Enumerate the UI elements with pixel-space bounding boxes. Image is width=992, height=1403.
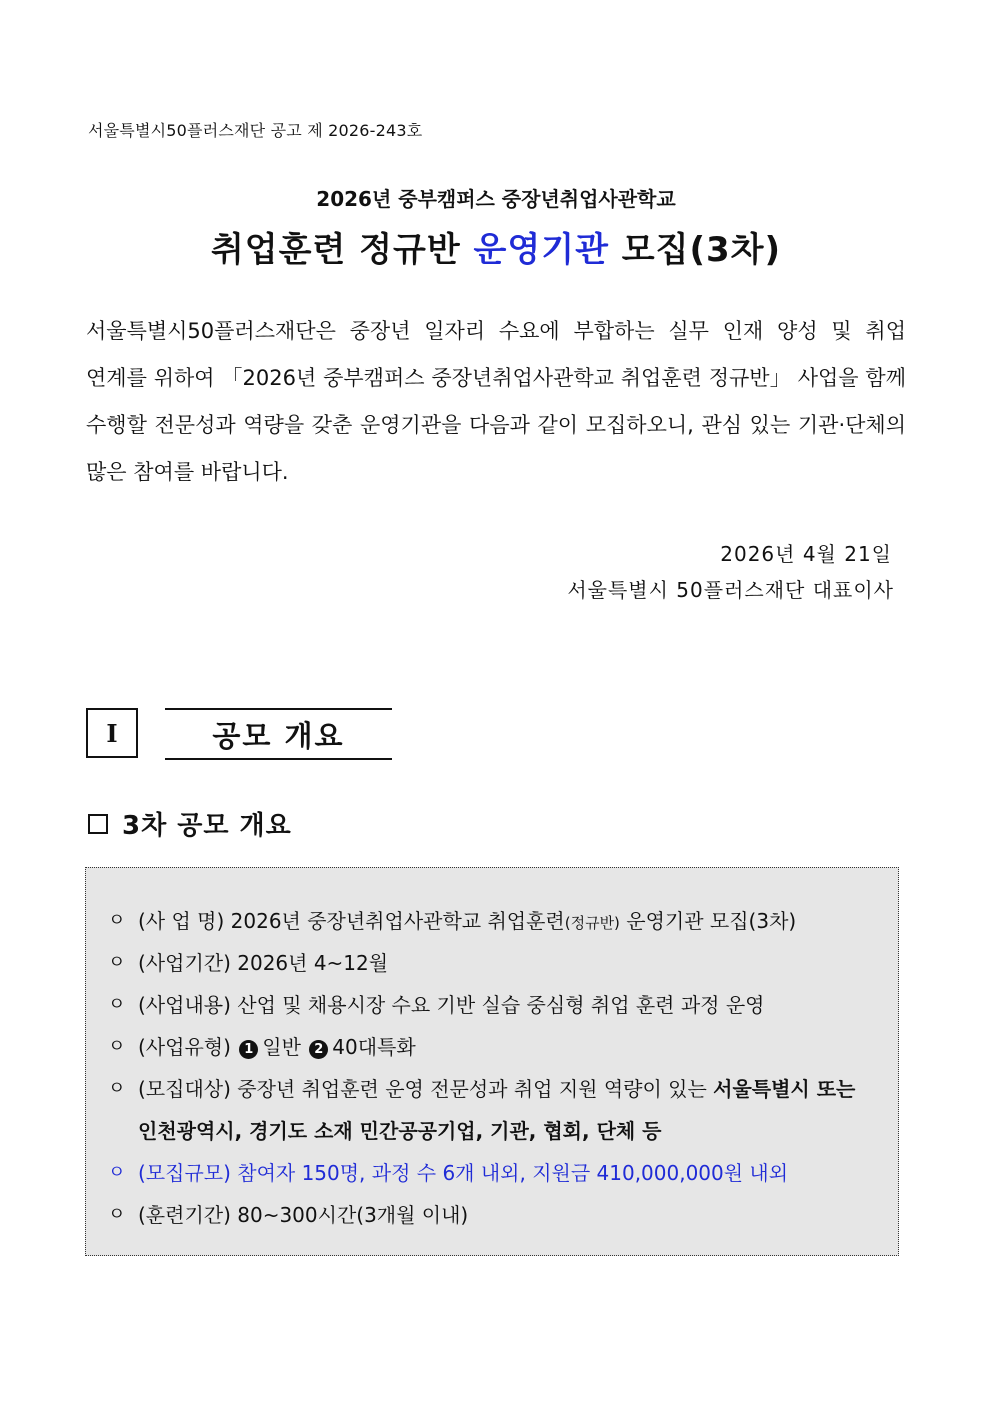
intro-paragraph: 서울특별시50플러스재단은 중장년 일자리 수요에 부합하는 실무 인재 양성 및 취업 연계를 위하여 「2026년 중부캠퍼스 중장년취업사관학교 취업훈련 정규반」 사업을 함께 수행할 전문성과 역량을 갖춘 운영기관을 다음과 같이 모집하오니, 관심 있는 기관·단체의 많은 참여를 바랍니다.	[86, 319, 906, 484]
summary-item-content	[108, 984, 888, 1026]
item-small-text: (정규반)	[564, 914, 620, 932]
type-40s-special: 40대특화	[332, 1035, 416, 1059]
title-part-1: 취업훈련 정규반	[210, 230, 474, 270]
item-text-2: 운영기관 모집(3차)	[619, 909, 797, 933]
summary-item-project-name	[108, 900, 888, 944]
item-label: (사업기간)	[138, 951, 231, 975]
item-text: 80~300시간(3개월 이내)	[230, 1203, 469, 1227]
bullet-icon: ㅇ	[108, 994, 126, 1015]
document-subtitle: 2026년 중부캠퍼스 중장년취업사관학교	[316, 187, 676, 211]
section-title: 공모 개요	[165, 708, 392, 760]
subsection-heading	[88, 805, 292, 842]
summary-item-training-period	[108, 1194, 888, 1236]
notice-number: 서울특별시50플러스재단 공고 제 2026-243호	[88, 121, 423, 140]
bullet-icon: ㅇ	[108, 1036, 126, 1057]
item-text: 산업 및 채용시장 수요 기반 실습 중심형 취업 훈련 과정 운영	[230, 993, 765, 1017]
item-label: (사업유형)	[138, 1035, 231, 1059]
title-part-2: 모집(3차)	[608, 230, 782, 270]
item-label: (사업내용)	[138, 993, 231, 1017]
summary-box	[85, 867, 899, 1256]
issuer-signature: 서울특별시 50플러스재단 대표이사	[567, 578, 894, 602]
number-1-icon: 1	[239, 1040, 258, 1059]
item-text: 참여자 150명, 과정 수 6개 내외, 지원금 410,000,000원 내외	[230, 1161, 789, 1185]
summary-item-target	[108, 1068, 888, 1152]
bullet-icon: ㅇ	[108, 910, 126, 931]
summary-item-scale	[108, 1152, 888, 1194]
item-label: (훈련기간)	[138, 1203, 231, 1227]
item-text: 중장년 취업훈련 운영 전문성과 취업 지원 역량이 있는	[230, 1077, 714, 1101]
item-text: 2026년 4~12월	[230, 951, 389, 975]
document-title	[0, 222, 992, 271]
summary-item-period	[108, 942, 888, 984]
subsection-title: 3차 공모 개요	[122, 811, 292, 841]
number-2-icon: 2	[309, 1040, 328, 1059]
title-accent: 운영기관	[473, 230, 609, 270]
bullet-icon: ㅇ	[108, 1204, 126, 1225]
summary-item-type	[108, 1026, 888, 1068]
bullet-icon: ㅇ	[108, 1078, 126, 1099]
item-text: 2026년 중장년취업사관학교 취업훈련	[224, 909, 565, 933]
section-number: I	[86, 708, 138, 758]
square-bullet-icon	[88, 814, 108, 834]
item-label: (사 업 명)	[138, 909, 225, 933]
bullet-icon: ㅇ	[108, 952, 126, 973]
item-emphasis: 서울특별시 또는 인천광역시, 경기도 소재 민간공공기업, 기관, 협회, 단체 등	[138, 1077, 856, 1143]
item-label: (모집대상)	[138, 1077, 231, 1101]
bullet-icon: ㅇ	[108, 1162, 126, 1183]
type-general: 일반	[262, 1035, 301, 1059]
issue-date: 2026년 4월 21일	[720, 542, 892, 566]
item-label: (모집규모)	[138, 1161, 231, 1185]
